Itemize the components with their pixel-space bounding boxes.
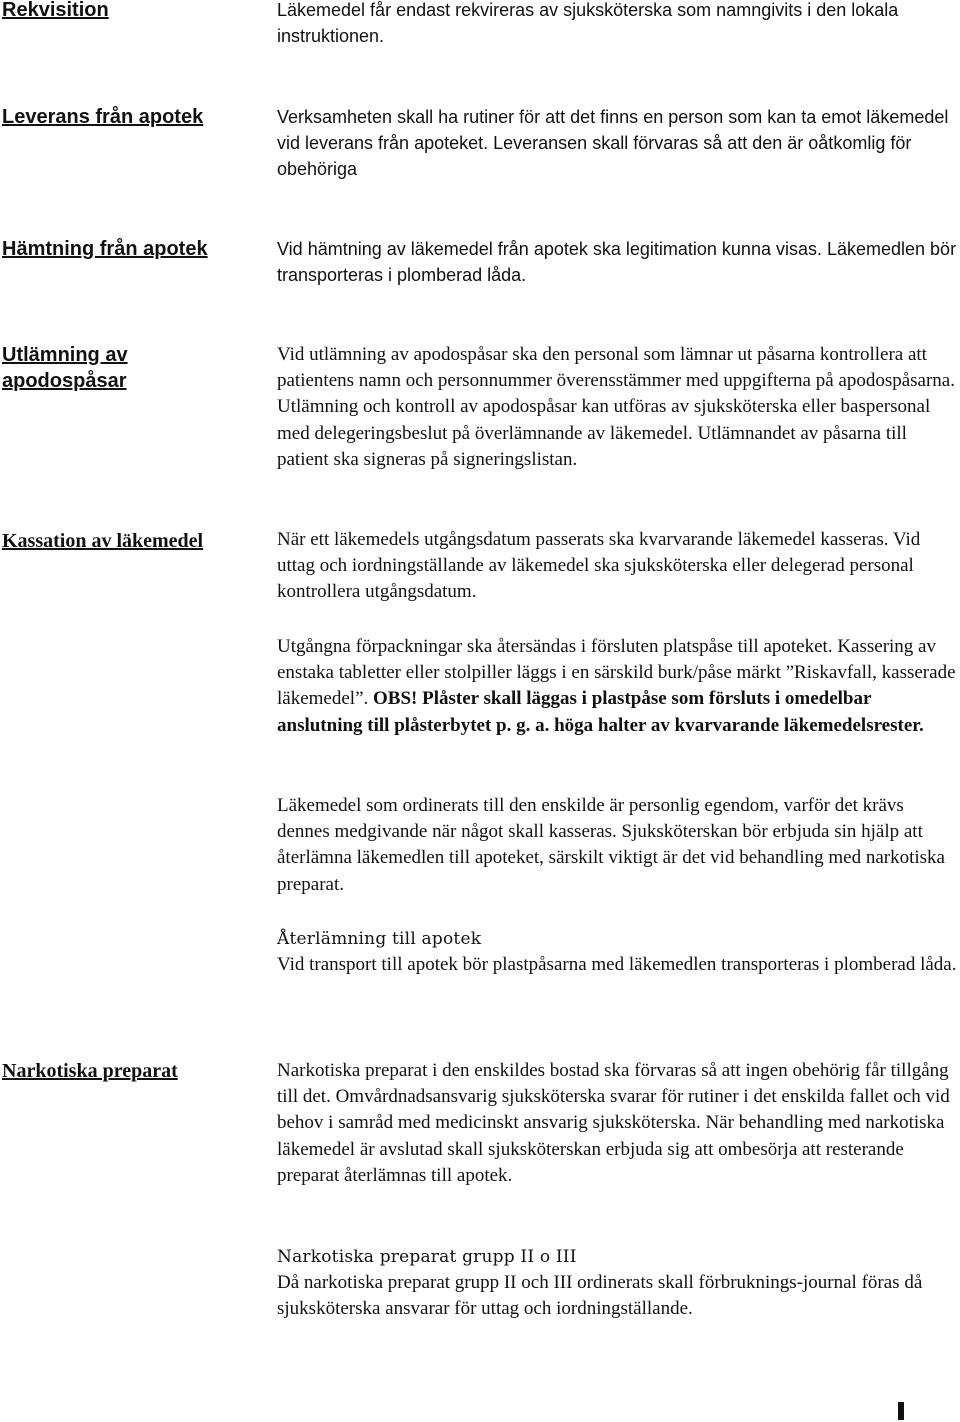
heading-kassation: Kassation av läkemedel xyxy=(2,530,204,552)
kassation-2-text: Utgångna förpackningar ska återsändas i försluten platspåse till apoteket. Kassering av enstaka tabletter eller stolpiller läggs i en särskild burk/påse märkt ”Riskavfall, kasserade läkemedel”. xyxy=(277,636,956,710)
paragraph-kassation-2 xyxy=(277,634,957,739)
obs-note: OBS! Plåster skall läggas i plastpåse som försluts i omedelbar anslutning till plåsterbytet p. g. a. höga halter av kvarvarande läkemedelsrester. xyxy=(277,688,924,736)
paragraph-narkotiska-2 xyxy=(277,1244,957,1323)
narkotiska-grupp-text: Då narkotiska preparat grupp II och III ordinerats skall förbruknings-journal föras då sjuksköterska ansvarar för uttag och iordningställande. xyxy=(277,1272,923,1320)
paragraph-leverans: Verksamheten skall ha rutiner för att det finns en person som kan ta emot läkemedel vid leverans från apoteket. Leveransen skall förvaras så att den är oåtkomlig för obehöriga xyxy=(277,107,949,179)
heading-leverans: Leverans från apotek xyxy=(2,106,204,128)
paragraph-kassation-3: Läkemedel som ordinerats till den enskilde är personlig egendom, varför det krävs dennes medgivande när något skall kasseras. Sjuksköterskan bör erbjuda sin hjälp att återlämna läkemedlen till apoteket, särskilt viktigt är det vid behandling med narkotiska preparat. xyxy=(277,795,945,895)
paragraph-narkotiska-1: Narkotiska preparat i den enskildes bostad ska förvaras så att ingen obehörig får tillgång till det. Omvårdnadsansvarig sjuksköterska svarar för rutiner i det enskilda fallet och vid behov i samråd med medicinskt ansvarig sjuksköterska. När behandling med narkotiska läkemedel är avslutad skall sjuksköterskan erbjuda sig att ombesörja att resterande preparat återlämnas till apotek. xyxy=(277,1060,950,1186)
paragraph-hamtning: Vid hämtning av läkemedel från apotek ska legitimation kunna visas. Läkemedlen bör transporteras i plomberad låda. xyxy=(277,239,957,285)
page-edge-mark xyxy=(898,1402,904,1420)
paragraph-utlamning: Vid utlämning av apodospåsar ska den personal som lämnar ut påsarna kontrollera att patientens namn och personnummer överensstämmer med uppgifterna på apodospåsarna. Utlämning och kontroll av apodospåsar kan utföras av sjuksköterska eller baspersonal med delegeringsbeslut på överlämnande av läkemedel. Utlämnandet av påsarna till patient ska signeras på signeringslistan. xyxy=(277,344,955,470)
paragraph-rekvisition: Läkemedel får endast rekvireras av sjuksköterska som namngivits i den lokala instruktionen. xyxy=(277,0,899,46)
paragraph-aterlamning xyxy=(277,926,957,978)
heading-narkotiska: Narkotiska preparat xyxy=(2,1060,178,1082)
paragraph-kassation-1: När ett läkemedels utgångsdatum passerats ska kvarvarande läkemedel kasseras. Vid uttag och iordningställande av läkemedel ska sjuksköterska eller delegerad personal kontrollera utgångsdatum. xyxy=(277,529,921,603)
heading-rekvisition: Rekvisition xyxy=(2,0,109,21)
heading-hamtning: Hämtning från apotek xyxy=(2,238,208,260)
aterlamning-text: Vid transport till apotek bör plastpåsarna med läkemedlen transporteras i plomberad låda. xyxy=(277,954,957,976)
heading-utlamning: Utlämning av apodospåsar xyxy=(2,344,128,392)
subheading-aterlamning: Återlämning till apotek xyxy=(277,929,482,949)
subheading-narkotiska-grupp: Narkotiska preparat grupp II o III xyxy=(277,1247,577,1267)
